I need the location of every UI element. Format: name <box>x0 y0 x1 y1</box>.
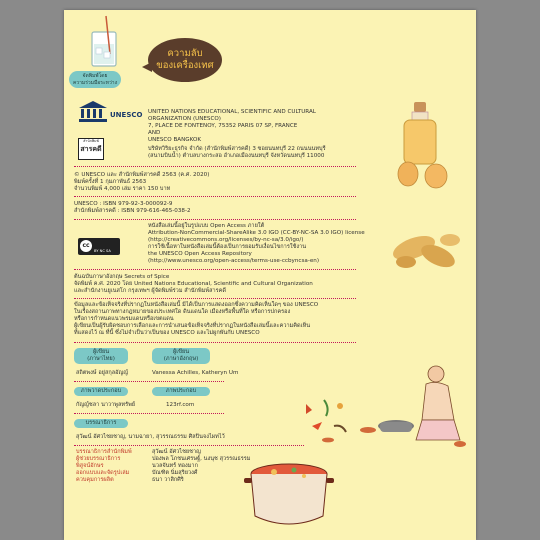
illustrator-label: ภาพวาดประกอบ <box>74 387 128 396</box>
role-name-4: บัณฑิต นิ่มสุริยวงศ์ <box>152 470 198 476</box>
divider-6 <box>74 342 356 343</box>
flying-spices-illustration <box>300 396 356 446</box>
original-title-line1: ต้นฉบับภาษาอังกฤษ Secrets of Spice <box>74 274 170 280</box>
role-5: ควบคุมการผลิต <box>76 477 114 483</box>
unesco-address-line3: 7, PLACE DE FONTENOY, 75352 PARIS 07 SP, FRANCE <box>148 123 298 129</box>
role-name-3: นวลจันทร์ ทองมาก <box>152 463 198 469</box>
cc-sa-label: SA <box>105 249 111 253</box>
license-line5: the UNESCO Open Access Repository <box>148 251 252 257</box>
unesco-address-line4: AND <box>148 130 161 136</box>
book-title-bubble <box>148 38 222 82</box>
publisher-address-line2: (สนามบินน้ำ) ตำบลบางกระสอ อำเภอเมืองนนทบุรี จังหวัดนนทบุรี 11000 <box>148 153 325 159</box>
ginger-illustration <box>386 222 470 278</box>
role-1: บรรณาธิการสำนักพิมพ์ <box>76 449 132 455</box>
role-2: ผู้ช่วยบรรณาธิการ <box>76 456 121 462</box>
print-date-line: พิมพ์ครั้งที่ 1 กุมภาพันธ์ 2563 <box>74 179 147 185</box>
cc-icon: cc <box>80 240 92 252</box>
original-title-line3: และสำนักงานยูเนสโก กรุงเทพฯ ผู้จัดพิมพ์ร่วม สำนักพิมพ์สารคดี <box>74 288 227 294</box>
divider-1 <box>74 166 356 167</box>
book-title-line2: ของเครื่องเทศ <box>156 60 214 71</box>
cover-image-source: 123rf.com <box>166 402 195 408</box>
license-line1: หนังสือเล่มนี้อยู่ในรูปแบบ Open Access ภายใต้ <box>148 223 265 229</box>
unesco-address-line1: UNITED NATIONS EDUCATIONAL, SCIENTIFIC AND CULTURAL <box>148 109 316 115</box>
divider-5 <box>74 298 356 299</box>
divider-4 <box>74 269 356 270</box>
author-en-label-l2: (ภาษาอังกฤษ) <box>163 356 199 362</box>
glass-drink-illustration <box>82 14 130 70</box>
author-th-label-l1: ผู้เขียน <box>92 349 110 355</box>
license-line6: (http://www.unesco.org/open-access/terms-use-ccbyncsa-en) <box>148 258 320 264</box>
role-4: ออกแบบและจัดรูปเล่ม <box>76 470 130 476</box>
book-title-line1: ความลับ <box>167 48 203 59</box>
soup-pot-illustration <box>244 454 334 534</box>
sarakadee-logo-big: สารคดี <box>80 145 102 153</box>
unesco-address-line5: UNESCO BANGKOK <box>148 137 202 143</box>
author-th-label <box>74 348 128 364</box>
role-name-2: ปองพล โภชนเศรษฐ์, นงนุช สุวรรณธรรม <box>152 456 251 462</box>
disclaimer-line2: ในเรื่องสถานภาพทางกฎหมายของประเทศใด ดินแดนใด เมืองหรือพื้นที่ใด หรือการปกครอง <box>74 309 291 315</box>
disclaimer-line4: ผู้เขียนเป็นผู้รับผิดชอบการเลือกและการนำเสนอข้อเท็จจริงที่ปรากฏในหนังสือเล่มนี้และความคิดเห็น <box>74 323 311 329</box>
sarakadee-logo-small: สำนักพิมพ์ <box>83 139 99 143</box>
license-line3: (http://creativecommons.org/licenses/by-nc-sa/3.0/igo/) <box>148 237 304 243</box>
divider-7 <box>74 381 224 382</box>
disclaimer-line5: ที่แสดงไว้ ณ ที่นี้ ซึ่งไม่จำเป็นว่าเป็นของ UNESCO และไม่ผูกพันกับ UNESCO <box>74 330 260 336</box>
book-page <box>64 10 476 540</box>
divider-9 <box>74 445 304 446</box>
unesco-logo-icon <box>78 100 108 124</box>
publisher-address-line1: บริษัทวิริยะธุรกิจ จำกัด (สำนักพิมพ์สารคดี) 3 ซอยนนทบุรี 22 ถนนนนทบุรี <box>148 146 326 152</box>
isbn-sarakadee: สำนักพิมพ์สารคดี : ISBN 979-616-465-038-2 <box>74 208 191 214</box>
author-th-label-l2: (ภาษาไทย) <box>87 356 115 362</box>
sarakadee-logo <box>78 138 104 160</box>
publisher-tagline <box>69 71 121 88</box>
divider-2 <box>74 196 356 197</box>
role-3: พิสูจน์อักษร <box>76 463 104 469</box>
unesco-address-line2: ORGANIZATION (UNESCO) <box>148 116 221 122</box>
license-line2: Attribution-NonCommercial-ShareAlike 3.0 IGO (CC-BY-NC-SA 3.0 IGO) license <box>148 230 365 236</box>
author-th-name: สถิตพงษ์ อยู่สกุลอัญญ์ <box>76 370 129 376</box>
cover-image-label: ภาพประกอบ <box>152 387 210 396</box>
cc-badge-labels <box>94 249 111 253</box>
tagline-line2: ความร่วมมือระหว่าง <box>72 79 118 86</box>
license-line4: การใช้เนื้อหาในหนังสือเล่มนี้ต้องเป็นการยอมรับเงื่อนไขการใช้งาน <box>148 244 307 250</box>
author-en-label <box>152 348 210 364</box>
disclaimer-line3: หรือการกำหนดแนวพรมแดนหรือเขตแดน <box>74 316 174 322</box>
original-title-line2: จัดพิมพ์ ค.ศ. 2020 โดย United Nations Educational, Scientific and Cultural Organization <box>74 281 313 287</box>
cook-grinding-spices-illustration <box>356 360 468 456</box>
role-name-5: ธนา วาสิกศิริ <box>152 477 184 483</box>
cc-by-label: BY <box>94 249 99 253</box>
divider-8 <box>74 413 224 414</box>
author-en-label-l1: ผู้เขียน <box>172 349 190 355</box>
creative-commons-badge-icon <box>78 238 120 255</box>
editor-names: สุวัฒน์ อัศวไชยชาญ, นามฉายา, สุวรรณธรรม ศิลปินจงไผทไว้ <box>76 434 225 440</box>
tagline-line1: จัดพิมพ์โดย <box>82 73 108 79</box>
author-en-name: Vanessa Achilles, Katheryn Um <box>152 370 239 376</box>
run-price-line: จำนวนพิมพ์ 4,000 เล่ม ราคา 150 บาท <box>74 186 171 192</box>
unesco-wordmark: UNESCO <box>110 111 143 119</box>
isbn-unesco: UNESCO : ISBN 979-92-3-000092-9 <box>74 201 173 207</box>
divider-3 <box>74 219 356 220</box>
illustrator-name: กัญญ์ชลา นาวาพูลทรัพย์ <box>76 402 136 408</box>
copyright-line: © UNESCO และ สำนักพิมพ์สารคดี 2563 (ค.ศ. 2020) <box>74 172 210 178</box>
cc-nc-label: NC <box>99 249 105 253</box>
role-name-1: สุวัฒน์ อัศวไชยชาญ <box>152 449 201 455</box>
editor-label: บรรณาธิการ <box>74 419 128 428</box>
oil-bottle-and-eggs-illustration <box>396 100 466 190</box>
disclaimer-line1: ข้อมูลและข้อเท็จจริงที่ปรากฏในหนังสือเล่มนี้ มิได้เป็นการแสดงออกซึ่งความคิดเห็นใดๆ ของ UNESCO <box>74 302 319 308</box>
